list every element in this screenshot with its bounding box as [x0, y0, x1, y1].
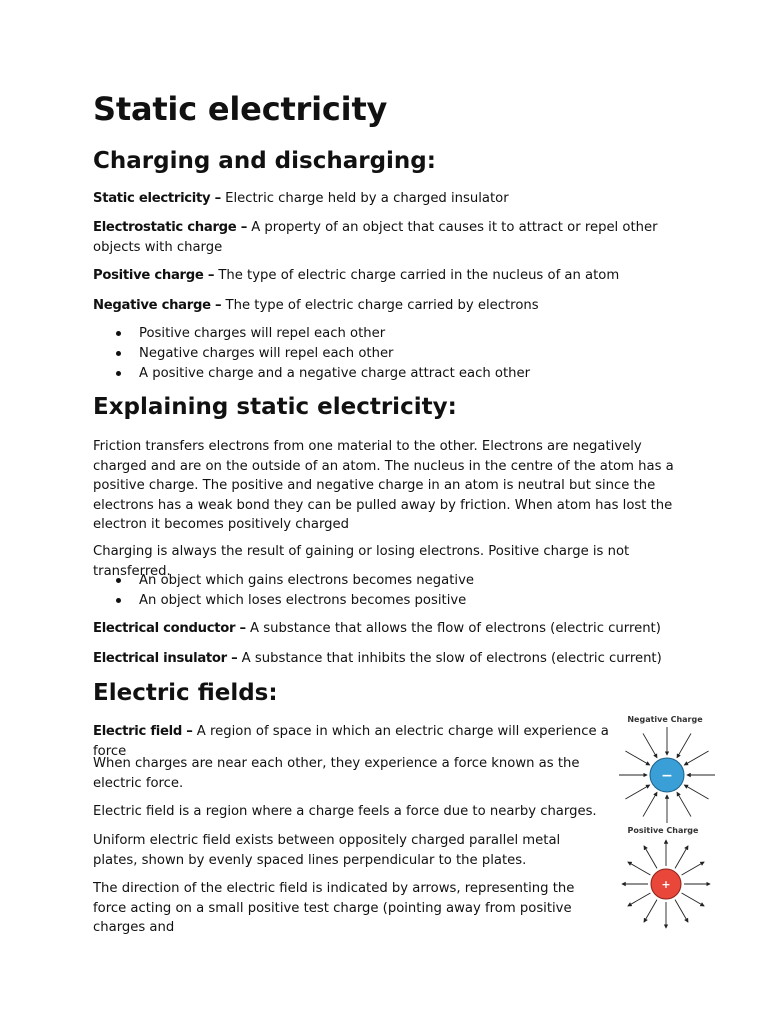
- field-line-arrow: [684, 751, 708, 765]
- paragraph-charging: Charging is always the result of gaining or losing electrons. Positive charge is not transferred.: [93, 544, 630, 579]
- list-item: Negative charges will repel each other: [93, 344, 693, 364]
- def-term: Electrical insulator –: [93, 651, 238, 666]
- field-line-arrow: [625, 751, 649, 765]
- paragraph-uniform-field: Uniform electric field exists between oppositely charged parallel metal plates, shown by evenly spaced lines perpendicular to the plates.: [93, 833, 561, 868]
- list-item: A positive charge and a negative charge attract each other: [93, 364, 693, 384]
- def-text: The type of electric charge carried in the nucleus of an atom: [214, 268, 620, 283]
- negative-symbol: −: [661, 768, 673, 784]
- electron-gain-loss-list: [93, 571, 693, 611]
- field-line-arrow: [682, 862, 705, 875]
- field-line-arrow: [677, 792, 691, 816]
- def-electrical-insulator: [93, 649, 693, 669]
- def-text: A property of an object that causes it to attract or repel other objects with charge: [93, 220, 658, 255]
- heading-charging: Charging and discharging:: [93, 148, 436, 174]
- field-line-arrow: [675, 900, 688, 923]
- field-line-arrow: [644, 900, 657, 923]
- def-static-electricity: [93, 189, 693, 209]
- def-text: A substance that inhibits the slow of electrons (electric current): [237, 651, 662, 666]
- list-item: Positive charges will repel each other: [93, 324, 693, 344]
- def-text: A region of space in which an electric charge will experience a force: [93, 724, 609, 759]
- field-line-arrow: [675, 846, 688, 869]
- def-text: Electric charge held by a charged insulator: [220, 191, 509, 206]
- def-term: Positive charge –: [93, 268, 215, 283]
- negative-charge-caption: Negative Charge: [627, 715, 703, 724]
- def-text: The type of electric charge carried by electrons: [221, 298, 539, 313]
- positive-charge-caption: Positive Charge: [627, 826, 699, 835]
- field-line-arrow: [644, 846, 657, 869]
- heading-explaining: Explaining static electricity:: [93, 394, 457, 420]
- def-term: Electric field –: [93, 724, 193, 739]
- def-text: A substance that allows the flow of electrons (electric current): [245, 621, 661, 636]
- def-electrical-conductor: [93, 619, 693, 639]
- charge-rules-list: [93, 324, 693, 383]
- def-electrostatic-charge: [93, 218, 683, 257]
- def-positive-charge: [93, 266, 693, 286]
- field-line-arrow: [682, 893, 705, 906]
- field-line-arrow: [643, 792, 657, 816]
- field-line-arrow: [684, 785, 708, 799]
- paragraph-friction: Friction transfers electrons from one material to the other. Electrons are negatively charged and are on the outside of an atom. The nucleus in the centre of the atom has a positive charge. The positive and negative charge in an atom is neutral but since the electrons has a weak bond they can be pulled away by friction. When atom has lost the electron it becomes positively charged: [93, 439, 674, 532]
- field-line-arrow: [677, 733, 691, 757]
- paragraph-field-region: Electric field is a region where a charge feels a force due to nearby charges.: [93, 804, 597, 819]
- def-term: Negative charge –: [93, 298, 222, 313]
- field-line-arrow: [628, 862, 651, 875]
- positive-symbol: +: [661, 878, 671, 891]
- page-title: Static electricity: [93, 90, 388, 128]
- list-item: An object which gains electrons becomes negative: [93, 571, 693, 591]
- def-term: Electrical conductor –: [93, 621, 246, 636]
- field-line-arrow: [643, 733, 657, 757]
- paragraph-electric-force: When charges are near each other, they experience a force known as the electric force.: [93, 756, 580, 791]
- def-negative-charge: [93, 296, 693, 316]
- field-line-arrow: [628, 893, 651, 906]
- charge-field-figure: [614, 712, 724, 932]
- charge-field-diagram: [614, 712, 724, 932]
- field-line-arrow: [625, 785, 649, 799]
- list-item: An object which loses electrons becomes positive: [93, 591, 693, 611]
- def-term: Electrostatic charge –: [93, 220, 248, 235]
- def-term: Static electricity –: [93, 191, 221, 206]
- heading-electric-fields: Electric fields:: [93, 680, 278, 706]
- paragraph-field-direction: The direction of the electric field is indicated by arrows, representing the force acting on a small positive test charge (pointing away from positive charges and: [93, 881, 575, 935]
